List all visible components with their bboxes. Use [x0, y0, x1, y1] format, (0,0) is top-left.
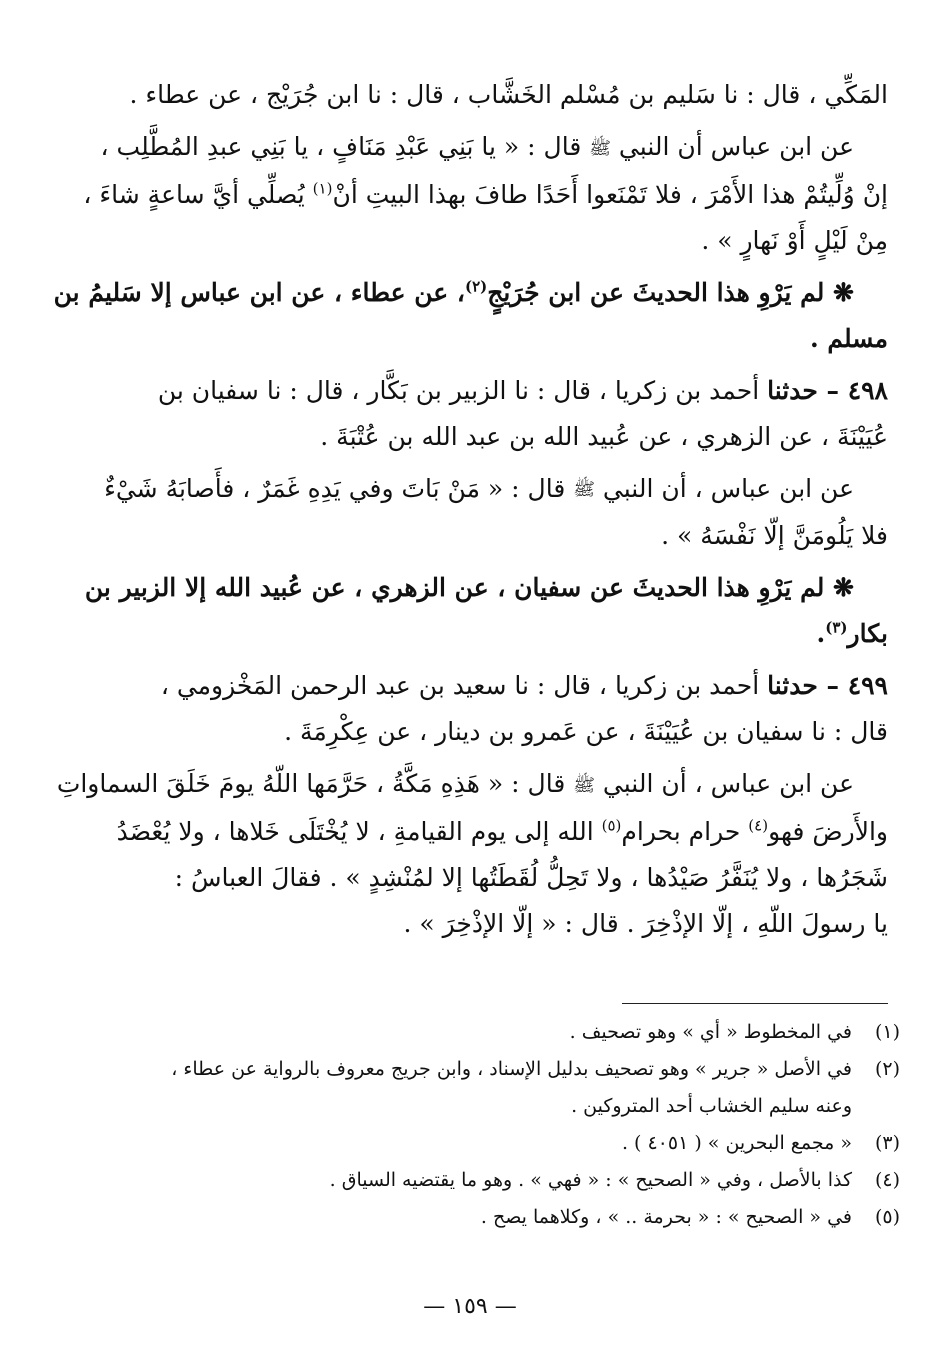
text-line: عن ابن عباس أن النبي ﷺ قال : « يا بَنِي عَبْدِ مَنَافٍ ، يا بَنِي عبدِ المُطَّلِب ،: [88, 124, 854, 172]
footnote-ref: (٤): [748, 816, 769, 835]
text-line: ❋ لم يَرْوِ هذا الحديثَ عن سفيان ، عن الزهري ، عن عُبيد الله إلا الزبير بن: [84, 573, 854, 602]
text-line: فلا يَلُومَنَّ إلّا نَفْسَهُ » .: [661, 521, 888, 550]
text-line: عن ابن عباس ، أن النبي ﷺ قال : « هَذِهِ مَكَّةُ ، حَرَّمَها اللّهُ يومَ خَلَقَ السماواتِ: [88, 761, 854, 809]
footnote-number: (٣): [874, 1132, 900, 1154]
hadith-number: ٤٩٨ – حدثنا: [767, 375, 888, 405]
footnote-number: (٥): [874, 1206, 900, 1228]
footnote: [88, 1014, 900, 1051]
hadith-498-matn: [88, 466, 888, 560]
page-number: — ١٥٩ —: [423, 1294, 517, 1319]
footnote: [88, 1125, 900, 1162]
text-line: ٤٩٨ – حدثنا أحمد بن زكريا ، قال : نا الزبير بن بَكَّار ، قال : نا سفيان بن: [157, 375, 888, 405]
text-line: ❋ لم يَرْوِ هذا الحديثَ عن ابن جُرَيْجٍ$^{(٢)}$، عن عطاء ، عن ابن عباس إلا سَليمُ بن: [53, 277, 854, 307]
text-line: يا رسولَ اللّهِ ، إلّا الإذْخِرَ . قال : « إلّا الإذْخِرَ » .: [403, 908, 888, 938]
hadith-498-isnad: [88, 368, 888, 460]
footnote-ref: (٥): [601, 816, 622, 835]
text-line: بكار$^{(٣)}$.: [816, 618, 888, 648]
footnote-text: في المخطوط « أي » وهو تصحيف .: [569, 1021, 852, 1043]
text-line: مسلم .: [809, 323, 888, 353]
footnote-text: « مجمع البحرين » ( ٤٠٥١ ) .: [621, 1132, 852, 1154]
text-line: إنْ وُلِّيتُمْ هذا الأَمْرَ ، فلا تَمْنَعوا أَحَدًا طافَ بهذا البيتِ أنْ$^{(١)}$ يُصلِّي أيَّ ساعةٍ شاءَ ،: [83, 179, 888, 209]
note-paragraph: [53, 270, 888, 362]
hadith-number: ٤٩٩ – حدثنا: [767, 671, 888, 700]
footnote-ref: (١): [312, 179, 333, 198]
paragraph-isnad-continued: [88, 72, 888, 118]
hadith-499-isnad: [88, 663, 888, 755]
text-line: عُيَيْنَةَ ، عن الزهري ، عن عُبيد الله بن عبد الله بن عُتْبَةَ .: [320, 421, 888, 451]
salawat-ligature: ﷺ: [573, 479, 595, 500]
footnote: [88, 1199, 900, 1236]
text-line: عن ابن عباس ، أن النبي ﷺ قال : « مَنْ بَاتَ وفي يَدِهِ غَمَرٌ ، فأَصابَهُ شَيْءٌ: [88, 466, 854, 514]
footnote-number: (٤): [874, 1169, 900, 1191]
text-line: المَكِّي ، قال : نا سَليم بن مُسْلم الخَشَّاب ، قال : نا ابن جُرَيْج ، عن عطاء .: [129, 80, 888, 109]
text-line: والأَرضَ فهو$^{(٤)}$ حرام بحرام$^{(٥)}$ الله إلى يوم القيامةِ ، لا يُخْتَلَى خَلاها ، ولا يُعْضَدُ: [116, 816, 888, 846]
hadith-499-matn: [56, 761, 888, 947]
paragraph-hadith-497: [83, 124, 888, 264]
note-paragraph: [84, 565, 888, 657]
footnotes: [88, 1014, 900, 1236]
text-line: قال : نا سفيان بن عُيَيْنَةَ ، عن عَمرو بن دينار ، عن عِكْرِمَةَ .: [284, 717, 888, 746]
text-line: مِنْ لَيْلٍ أَوْ نَهارٍ » .: [701, 225, 888, 255]
footnote-number: (٢): [874, 1058, 900, 1080]
footnote-text: كذا بالأصل ، وفي « الصحيح » : « فهي » . وهو ما يقتضيه السياق .: [329, 1169, 852, 1191]
footnote-text: في « الصحيح » : « بحرمة .. » ، وكلاهما يصح .: [480, 1206, 852, 1228]
footnote-number: (١): [874, 1021, 900, 1043]
main-text: [53, 72, 888, 953]
footnote-ref: (٢): [464, 277, 488, 296]
footnote-divider: [622, 1003, 888, 1004]
text-line: ٤٩٩ – حدثنا أحمد بن زكريا ، قال : نا سعيد بن عبد الرحمن المَخْزومي ،: [160, 671, 888, 700]
footnote-ref: (٣): [825, 618, 848, 637]
salawat-ligature: ﷺ: [589, 137, 611, 159]
footnote: [88, 1162, 900, 1199]
footnote: [88, 1051, 900, 1125]
text-line: شَجَرُها ، ولا يُنَفَّرُ صَيْدُها ، ولا تَحِلُّ لُقَطَتُها إلا لمُنْشِدٍ » . فقالَ العباسُ :: [174, 862, 888, 892]
footnote-text: في الأصل « جرير » وهو تصحيف بدليل الإسناد ، وابن جريج معروف بالرواية عن عطاء ، وعنه سليم الخشاب أحد المتروكين .: [171, 1058, 852, 1117]
salawat-ligature: ﷺ: [573, 774, 595, 796]
